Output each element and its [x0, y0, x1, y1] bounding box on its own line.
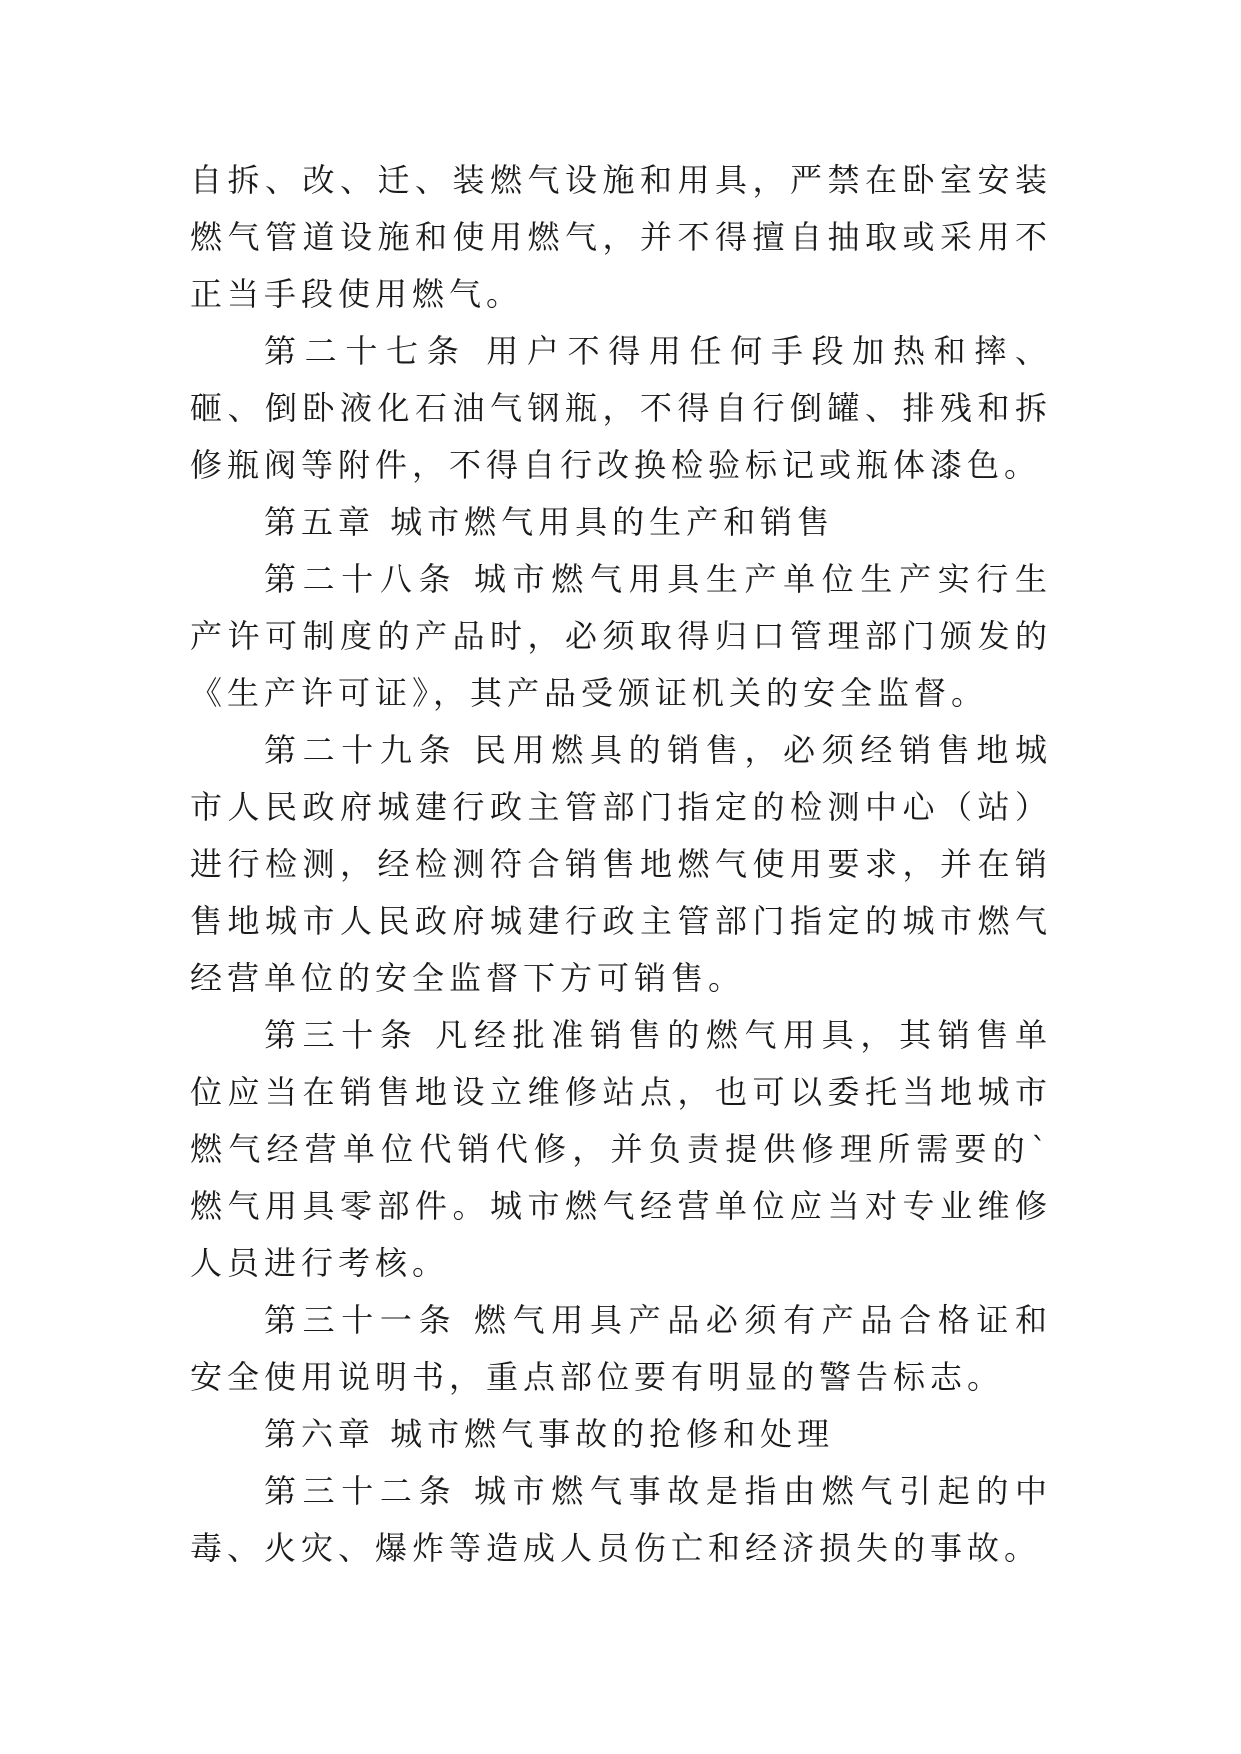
chapter-heading-5: 第五章 城市燃气用具的生产和销售	[264, 503, 835, 541]
paragraph-continuation: 自拆、改、迁、装燃气设施和用具，严禁在卧室安装燃气管道设施和使用燃气，并不得擅自抽取或采用不正当手段使用燃气。	[190, 161, 1052, 313]
document-body	[190, 152, 1052, 1577]
paragraph-article-28: 第二十八条 城市燃气用具生产单位生产实行生产许可制度的产品时，必须取得归口管理部门颁发的《生产许可证》，其产品受颁证机关的安全监督。	[190, 560, 1052, 712]
paragraph-article-32: 第三十二条 城市燃气事故是指由燃气引起的中毒、火灾、爆炸等造成人员伤亡和经济损失的事故。	[190, 1472, 1052, 1567]
chapter-heading-6: 第六章 城市燃气事故的抢修和处理	[264, 1415, 835, 1453]
paragraph-article-29: 第二十九条 民用燃具的销售，必须经销售地城市人民政府城建行政主管部门指定的检测中心（站）进行检测，经检测符合销售地燃气使用要求，并在销售地城市人民政府城建行政主管部门指定的城市燃气经营单位的安全监督下方可销售。	[190, 731, 1052, 997]
paragraph-article-30: 第三十条 凡经批准销售的燃气用具，其销售单位应当在销售地设立维修站点，也可以委托当地城市燃气经营单位代销代修，并负责提供修理所需要的`燃气用具零部件。城市燃气经营单位应当对专业维修人员进行考核。	[190, 1016, 1052, 1282]
paragraph-article-27: 第二十七条 用户不得用任何手段加热和摔、砸、倒卧液化石油气钢瓶，不得自行倒罐、排残和拆修瓶阀等附件，不得自行改换检验标记或瓶体漆色。	[190, 332, 1052, 484]
paragraph-article-31: 第三十一条 燃气用具产品必须有产品合格证和安全使用说明书，重点部位要有明显的警告标志。	[190, 1301, 1052, 1396]
